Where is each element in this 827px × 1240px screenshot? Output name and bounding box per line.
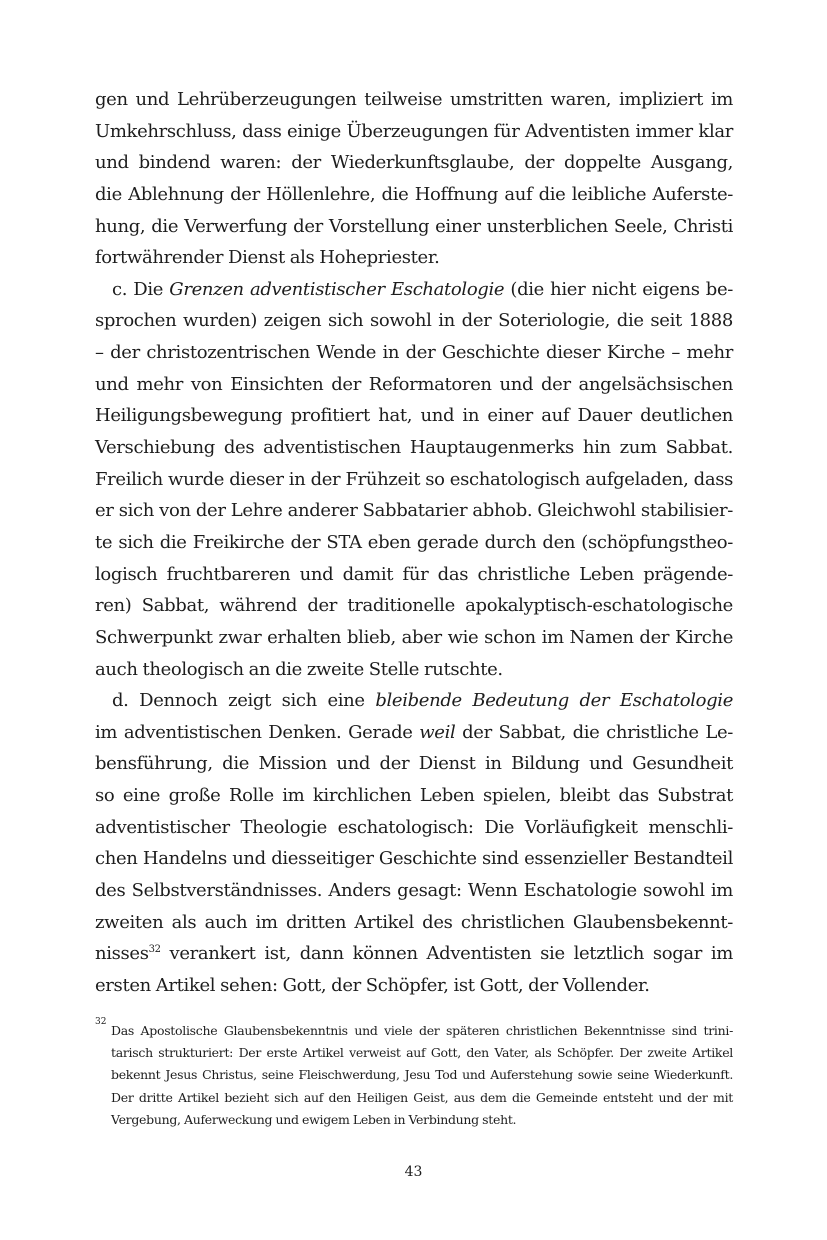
text-line — [95, 938, 733, 970]
text-line: ersten Artikel sehen: Gott, der Schöpfer, ist Gott, der Vollender. — [95, 974, 650, 996]
text-line: Heiligungsbewegung profitiert hat, und in einer auf Dauer deutlichen — [95, 405, 733, 427]
text-line: so eine große Rolle im kirchlichen Leben spielen, bleibt das Substrat — [95, 785, 733, 807]
text-line: auch theologisch an die zweite Stelle rutschte. — [95, 658, 503, 680]
text-line: Verschiebung des adventistischen Hauptaugenmerks hin zum Sabbat. — [95, 437, 733, 459]
text-line: adventistischer Theologie eschatologisch: Die Vorläufigkeit menschli- — [95, 816, 733, 838]
text-line: gen und Lehrüberzeugungen teilweise umstritten waren, impliziert im — [95, 89, 733, 110]
footnote-number: 32 — [95, 1017, 107, 1027]
footnote-line: tarisch strukturiert: Der erste Artikel verweist auf Gott, den Vater, als Schöpfer. Der zweite Artikel — [111, 1045, 733, 1061]
text-run: c. Die — [112, 278, 170, 300]
text-run: d. Dennoch zeigt sich eine — [112, 690, 376, 712]
footnote-reference[interactable]: 32 — [148, 944, 161, 956]
body-text — [95, 84, 733, 1002]
text-line: er sich von der Lehre anderer Sabbatarier abhob. Gleichwohl stabilisier- — [95, 500, 733, 522]
text-run: im adventistischen Denken. Gerade — [95, 721, 420, 743]
text-line: – der christozentrischen Wende in der Geschichte dieser Kirche – mehr — [95, 342, 733, 364]
footnote-line: bekennt Jesus Christus, seine Fleischwerdung, Jesu Tod und Auferstehung sowie seine Wiederkunft. — [111, 1067, 733, 1083]
paragraph-d-first-line — [95, 685, 733, 717]
text-line: Freilich wurde dieser in der Frühzeit so eschatologisch aufgeladen, dass — [95, 468, 733, 490]
text-line: chen Handelns und diesseitiger Geschichte sind essenzieller Bestandteil — [95, 848, 733, 870]
text-line — [95, 717, 733, 749]
text-line: die Ablehnung der Höllenlehre, die Hoffnung auf die leibliche Auferste- — [95, 183, 733, 205]
text-line: sprochen wurden) zeigen sich sowohl in der Soteriologie, die seit 1888 — [95, 310, 733, 332]
emphasis-heading-d: bleibende Bedeutung der Eschatologie — [375, 690, 733, 712]
footnote-line: Das Apostolische Glaubensbekenntnis und viele der späteren christlichen Bekenntnisse sind trini- — [111, 1023, 733, 1038]
text-line: hung, die Verwerfung der Vorstellung einer unsterblichen Seele, Christi — [95, 215, 733, 237]
text-line: und bindend waren: der Wiederkunftsglaube, der doppelte Ausgang, — [95, 152, 733, 174]
footnote — [95, 1017, 733, 1131]
footnote-line: Vergebung, Auferweckung und ewigem Leben in Verbindung steht. — [111, 1111, 517, 1127]
text-line: zweiten als auch im dritten Artikel des christlichen Glaubensbekennt- — [95, 911, 733, 933]
text-line: Umkehrschluss, dass einige Überzeugungen für Adventisten immer klar — [95, 120, 733, 142]
text-run: (die hier nicht eigens be- — [504, 278, 733, 300]
text-line: logisch fruchtbareren und damit für das christliche Leben prägende- — [95, 563, 733, 585]
text-run: verankert ist, dann können Adventisten sie letztlich sogar im — [160, 943, 733, 965]
text-line: te sich die Freikirche der STA eben gerade durch den (schöpfungstheo- — [95, 531, 733, 553]
page-number: 43 — [404, 1164, 423, 1180]
text-line: fortwährender Dienst als Hohepriester. — [95, 247, 440, 269]
text-line: ren) Sabbat, während der traditionelle apokalyptisch-eschatologische — [95, 595, 733, 617]
text-run: der Sabbat, die christliche Le- — [455, 721, 733, 743]
text-line: und mehr von Einsichten der Reformatoren und der angelsächsischen — [95, 373, 733, 395]
text-line: bensführung, die Mission und der Dienst in Bildung und Gesundheit — [95, 753, 733, 775]
paragraph-c-first-line — [95, 274, 733, 306]
text-line: des Selbstverständnisses. Anders gesagt: Wenn Eschatologie sowohl im — [95, 880, 733, 902]
text-line: Schwerpunkt zwar erhalten blieb, aber wie schon im Namen der Kirche — [95, 626, 733, 648]
emphasis-word: weil — [419, 721, 456, 743]
footnote-line: Der dritte Artikel bezieht sich auf den Heiligen Geist, aus dem die Gemeinde entsteht und der mit — [111, 1089, 733, 1105]
emphasis-heading-c: Grenzen adventistischer Eschatologie — [169, 278, 505, 300]
text-run: nisses — [95, 943, 149, 965]
